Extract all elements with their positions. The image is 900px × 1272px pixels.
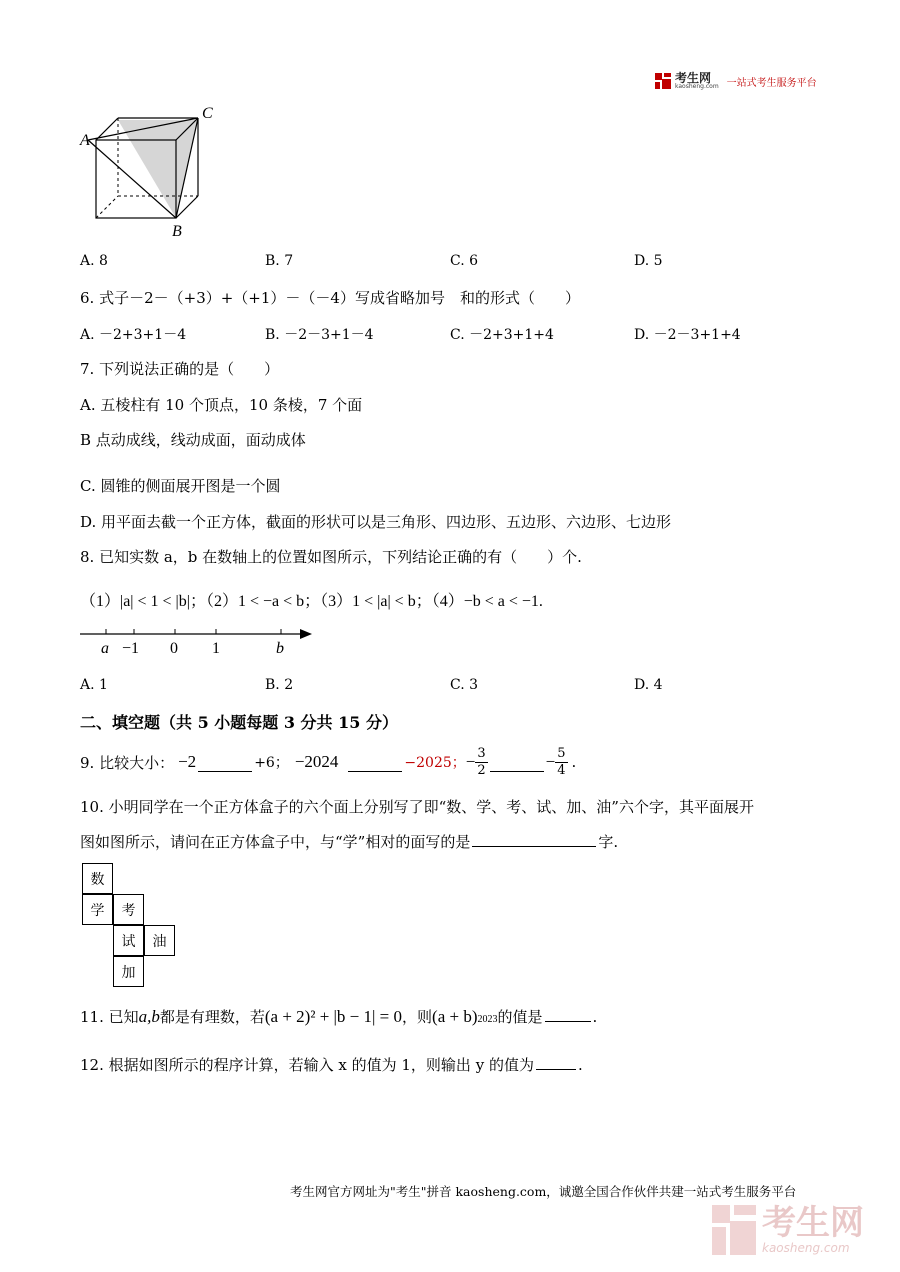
q6-option-c: C. －2+3+1+4 xyxy=(450,327,554,343)
q8-option-b: B. 2 xyxy=(265,677,294,693)
header-slogan: 一站式考生服务平台 xyxy=(726,77,817,89)
q12-text: 12. 根据如图所示的程序计算，若输入 x 的值为 1，则输出 y 的值为 xyxy=(80,1056,534,1074)
q5-option-a: A. 8 xyxy=(80,253,108,269)
q10-line1: 10. 小明同学在一个正方体盒子的六个面上分别写了即“数、学、考、试、加、油”六个字，其平面展开 xyxy=(80,798,754,816)
net-cell-5: 油 xyxy=(144,925,175,956)
q12-blank[interactable] xyxy=(536,1068,576,1070)
q9-third-left-sign: − xyxy=(465,752,476,771)
tick-neg1: −1 xyxy=(122,640,140,657)
q7-option-b: B 点动成线，线动成面，面动成体 xyxy=(80,431,306,449)
q9-blank-2[interactable] xyxy=(348,770,402,772)
q11-end: . xyxy=(592,1008,598,1026)
q9-third-right-den: 4 xyxy=(557,762,566,778)
q11-blank[interactable] xyxy=(545,1020,591,1022)
header-logo xyxy=(655,72,817,90)
q8-option-a: A. 1 xyxy=(80,677,108,693)
q5-option-d: D. 5 xyxy=(634,253,663,269)
watermark-domain: kaosheng.com xyxy=(762,1241,850,1255)
q9-blank-3[interactable] xyxy=(490,770,544,772)
q8-stem: 8. 已知实数 a，b 在数轴上的位置如图所示，下列结论正确的有（ ）个. xyxy=(80,548,582,566)
q11-text-d: 的值是 xyxy=(497,1008,543,1026)
q10-line2 xyxy=(80,831,618,852)
q11-text-a: 11. 已知 xyxy=(80,1008,139,1026)
q9-third-left-frac xyxy=(475,746,487,779)
tick-0: 0 xyxy=(170,640,178,657)
q6-option-a: A. －2+3+1－4 xyxy=(80,327,187,343)
q10-blank[interactable] xyxy=(472,845,596,847)
logo-domain: kaosheng.com xyxy=(675,83,719,90)
q9-first-left: −2 xyxy=(178,752,197,771)
q9-first-right: +6； xyxy=(254,755,289,771)
q6-stem: 6. 式子－2－（+3）+（+1）－（－4）写成省略加号 和的形式（ ） xyxy=(80,289,580,307)
q8-option-c: C. 3 xyxy=(450,677,479,693)
net-cell-3: 考 xyxy=(113,894,144,925)
q9-blank-1[interactable] xyxy=(198,770,252,772)
cube-figure xyxy=(78,100,228,240)
q11-text-b: 都是有理数，若 xyxy=(159,1008,265,1026)
section2-title: 二、填空题（共 5 小题每题 3 分共 15 分） xyxy=(80,713,398,732)
q12-end: . xyxy=(577,1056,583,1074)
tick-a: a xyxy=(101,640,109,657)
label-c: C xyxy=(202,105,213,122)
q11-text-c: ，则 xyxy=(402,1008,433,1026)
q11-expr: (a + b) xyxy=(432,1007,478,1026)
q9 xyxy=(80,740,576,784)
q11-exp: 2023 xyxy=(477,1014,498,1025)
q11-vars: a,b xyxy=(138,1007,160,1026)
q9-end: . xyxy=(571,753,577,771)
q9-third-left-num: 3 xyxy=(477,745,486,761)
q9-third-right-num: 5 xyxy=(557,745,566,761)
cube-net xyxy=(82,863,182,993)
tick-b: b xyxy=(276,640,284,657)
q9-prefix: 9. 比较大小： xyxy=(80,753,175,772)
q5-option-c: C. 6 xyxy=(450,253,479,269)
logo-name: 考生网 xyxy=(675,71,712,85)
tick-1: 1 xyxy=(212,640,220,657)
footer-text: 考生网官方网址为"考生"拼音 kaosheng.com，诚邀全国合作伙伴共建一站式考生服务平台 xyxy=(290,1184,797,1199)
q12 xyxy=(80,1054,583,1075)
watermark xyxy=(712,1205,864,1255)
label-a: A xyxy=(80,132,90,149)
q6-option-b: B. －2－3+1－4 xyxy=(265,327,374,343)
q9-second-right: −2025； xyxy=(404,755,466,771)
q11 xyxy=(80,1006,597,1027)
q9-third-left-den: 2 xyxy=(477,762,486,778)
watermark-logo-icon xyxy=(712,1205,756,1255)
q7-stem: 7. 下列说法正确的是（ ） xyxy=(80,360,280,378)
logo-icon xyxy=(655,73,671,89)
q8-conditions: （1）|a| < 1 < |b|；（2）1 < −a < b；（3）1 < |a| < b；（4）−b < a < −1. xyxy=(80,593,543,610)
number-line xyxy=(78,620,328,660)
q10-line2-text: 图如图所示，请问在正方体盒子中，与“学”相对的面写的是 xyxy=(80,833,471,851)
q5-option-b: B. 7 xyxy=(265,253,294,269)
net-cell-1: 数 xyxy=(82,863,113,894)
q10-line2-end: 字. xyxy=(598,833,619,851)
q9-third-right-frac xyxy=(555,746,567,779)
net-cell-6: 加 xyxy=(113,956,144,987)
q11-equation: (a + 2)² + |b − 1| = 0 xyxy=(264,1007,403,1026)
watermark-name: 考生网 xyxy=(762,1203,864,1243)
q7-option-a: A. 五棱柱有 10 个顶点，10 条棱，7 个面 xyxy=(80,396,363,414)
net-cell-4: 试 xyxy=(113,925,144,956)
q7-option-c: C. 圆锥的侧面展开图是一个圆 xyxy=(80,477,281,495)
q9-third-right-sign: − xyxy=(545,752,556,771)
net-cell-2: 学 xyxy=(82,894,113,925)
q6-option-d: D. －2－3+1+4 xyxy=(634,327,741,343)
q9-second-left: −2024 xyxy=(294,752,339,771)
q8-option-d: D. 4 xyxy=(634,677,663,693)
label-b: B xyxy=(172,223,182,240)
q7-option-d: D. 用平面去截一个正方体，截面的形状可以是三角形、四边形、五边形、六边形、七边形 xyxy=(80,513,672,531)
